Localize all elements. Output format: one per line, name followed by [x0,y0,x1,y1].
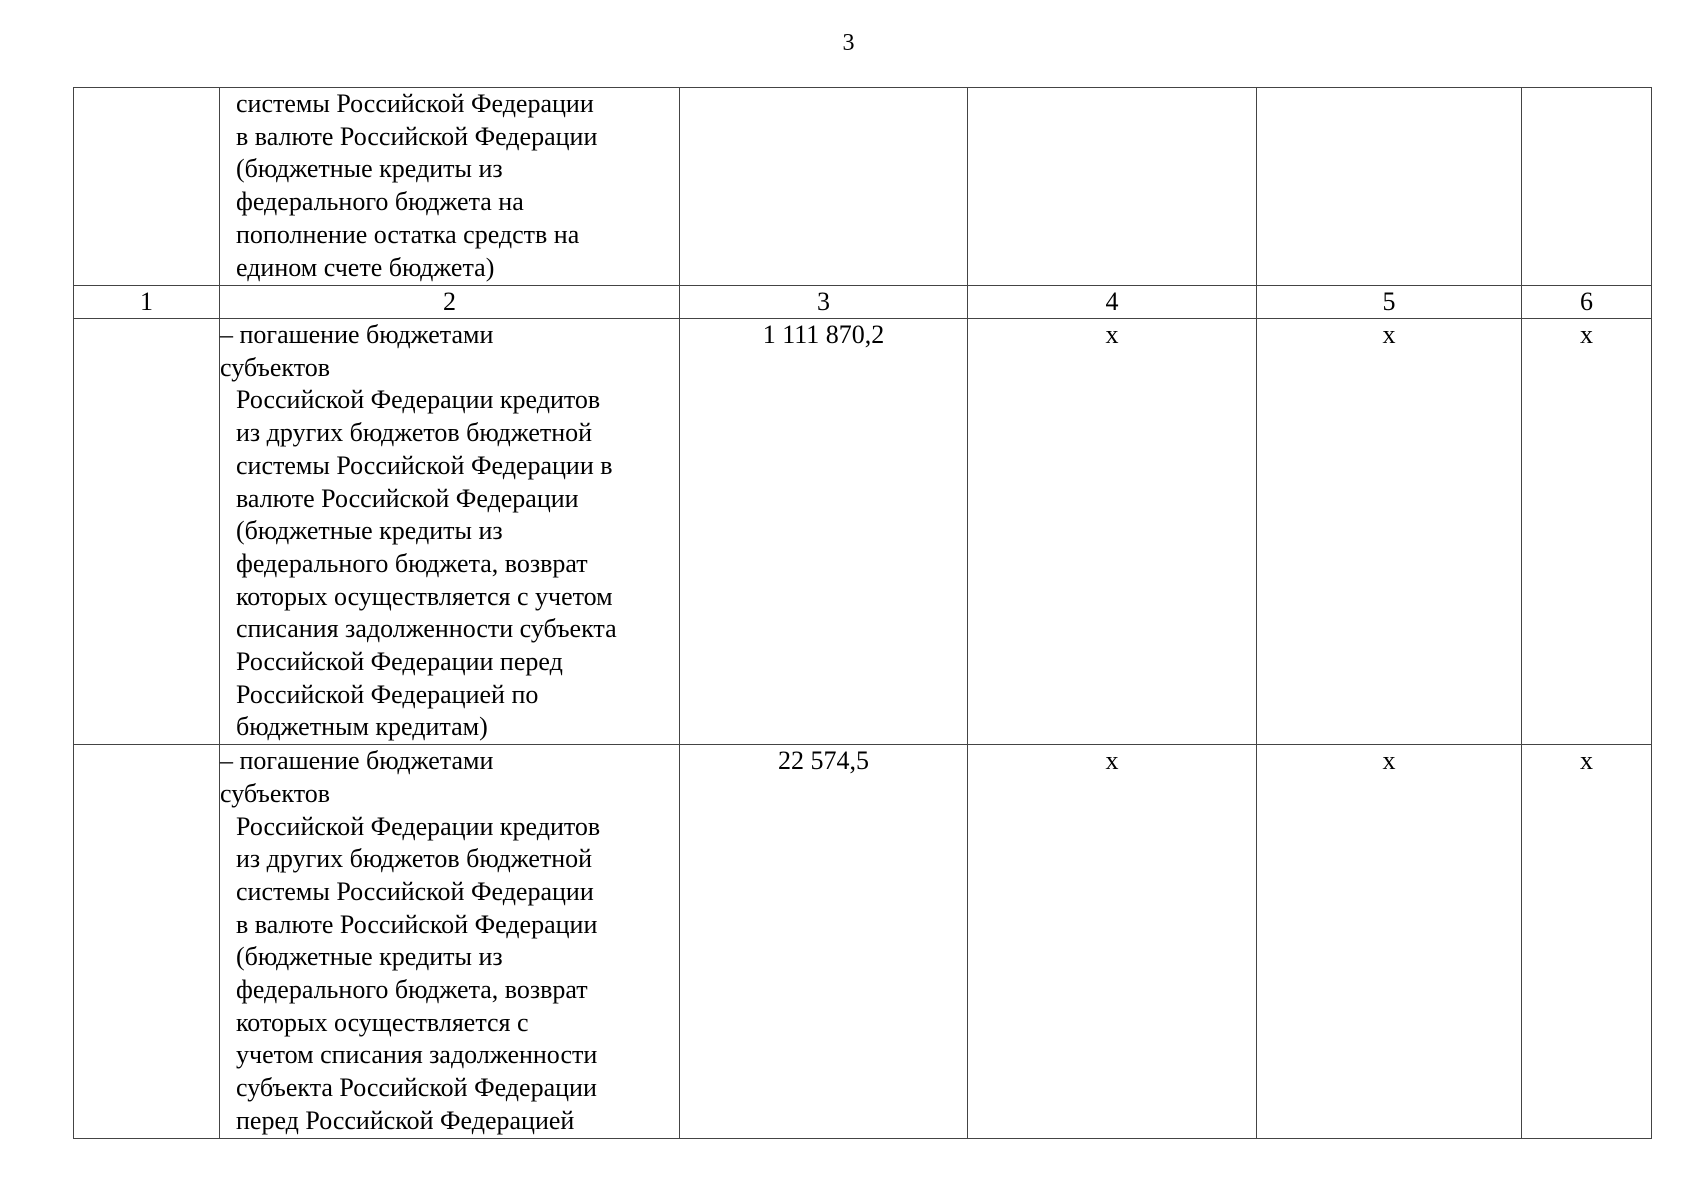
text-line: из других бюджетов бюджетной [236,418,593,448]
text-line: (бюджетные кредиты из [236,516,503,546]
column-number-4: 4 [968,286,1257,319]
text-line: в валюте Российской Федерации [236,121,598,151]
text-line: системы Российской Федерации в [236,450,613,480]
text-line: перед Российской Федерацией [236,1105,575,1135]
column-number-3: 3 [680,286,968,319]
column-number-row [74,286,1652,319]
cell-col6 [1522,88,1652,286]
text-line: субъектов [220,352,331,382]
cell-description [220,319,680,745]
cell-col5 [1257,88,1522,286]
column-number-1: 1 [74,286,220,319]
page-number: 3 [842,30,855,56]
text-line: системы Российской Федерации [236,89,594,118]
text-line: федерального бюджета на [236,187,524,217]
text-line: которых осуществляется с [236,1007,529,1037]
text-line: в валюте Российской Федерации [236,909,598,939]
cell-col6: x [1522,745,1652,1138]
text-line: пополнение остатка средств на [236,219,580,249]
text-line: учетом списания задолженности [236,1040,598,1070]
cell-col3 [680,88,968,286]
cell-col1 [74,88,220,286]
text-line: Российской Федерации перед [236,647,563,677]
cell-col4 [968,88,1257,286]
text-line: Российской Федерации кредитов [236,385,601,415]
table-row-continuation [74,88,1652,286]
text-line: федерального бюджета, возврат [236,975,588,1005]
table-row [74,319,1652,745]
text-line: (бюджетные кредиты из [236,154,503,184]
cell-amount: 22 574,5 [680,745,968,1138]
text-line: которых осуществляется с учетом [236,581,613,611]
cell-col5: x [1257,319,1522,745]
budget-table [73,87,1652,1139]
text-line: из других бюджетов бюджетной [236,844,593,874]
cell-col4: x [968,319,1257,745]
text-line: федерального бюджета, возврат [236,548,588,578]
text-line: едином счете бюджета) [236,252,495,282]
text-line: валюте Российской Федерации [236,483,579,513]
cell-col4: x [968,745,1257,1138]
cell-description [220,88,680,286]
text-line: – погашение бюджетами [220,320,494,349]
cell-col6: x [1522,319,1652,745]
text-line: системы Российской Федерации [236,876,594,906]
text-line: субъектов [220,778,331,808]
text-line: субъекта Российской Федерации [236,1073,597,1103]
column-number-2: 2 [220,286,680,319]
cell-col5: x [1257,745,1522,1138]
text-line: – погашение бюджетами [220,746,494,776]
text-line: Российской Федерацией по [236,679,539,709]
cell-description [220,745,680,1138]
text-line: списания задолженности субъекта [236,614,617,644]
text-line: (бюджетные кредиты из [236,942,503,972]
table-row [74,745,1652,1138]
text-line: бюджетным кредитам) [236,712,488,742]
cell-amount: 1 111 870,2 [680,319,968,745]
cell-col1 [74,319,220,745]
text-line: Российской Федерации кредитов [236,811,601,841]
column-number-6: 6 [1522,286,1652,319]
column-number-5: 5 [1257,286,1522,319]
cell-col1 [74,745,220,1138]
